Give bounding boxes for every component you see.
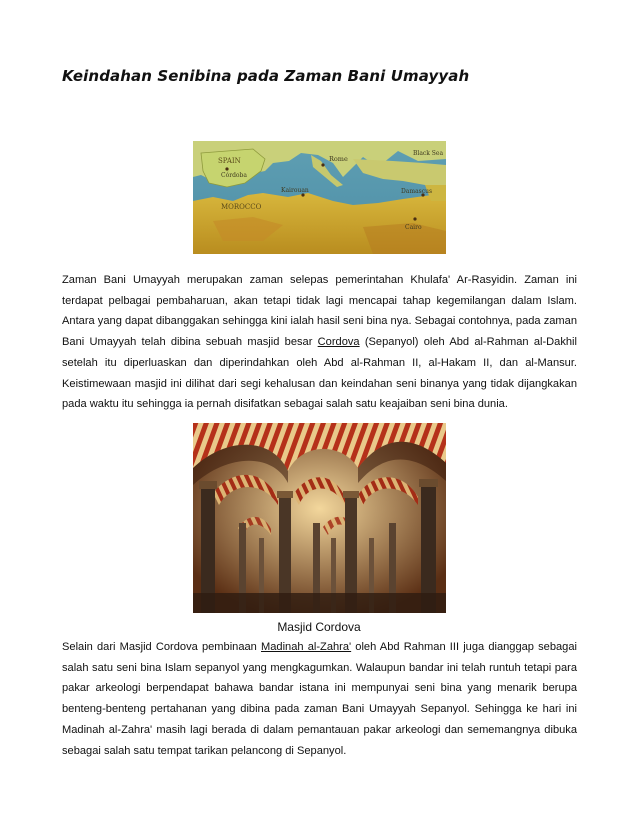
map-label-rome: Rome	[329, 155, 348, 163]
document-title: Keindahan Senibina pada Zaman Bani Umayyah	[62, 67, 470, 85]
paragraph-madinah-text-b: oleh Abd Rahman III juga dianggap sebagai salah satu seni bina Islam sepanyol yang mengkagumkan. Walaupun bandar ini telah runtuh tetapi para pakar arkeologi berpendapat bahawa bandar istana ini mempunyai seni bina yang menarik berupa benteng-benteng pertahanan yang dibina pada zaman Bani Umayyah Sepanyol. Sehingga ke hari ini Madinah al-Zahra' masih lagi berada di dalam pemantauan pakar arkeologi dan sememangnya dibuka sebagai salah satu tempat tarikan pelancong di Sepanyol.	[62, 641, 577, 757]
paragraph-intro	[62, 270, 577, 415]
mosque-photo	[193, 423, 446, 613]
paragraph-intro-text-b: (Sepanyol) oleh Abd al-Rahman al-Dakhil setelah itu diperluaskan dan diperindahkan oleh Abd al-Rahman II, al-Hakam II, dan al-Mansur. Keistimewaan masjid ini dilihat dari segi kehalusan dan keindahan seni binanya yang tidak dijangkakan pada waktu itu sehingga ia pernah disifatkan sebagai salah satu keajaiban seni bina dunia.	[62, 336, 577, 411]
photo-caption: Masjid Cordova	[277, 620, 361, 634]
map-image	[193, 141, 446, 254]
paragraph-intro-text-a: Zaman Bani Umayyah merupakan zaman selepas pemerintahan Khulafa' Ar-Rasyidin. Zaman ini terdapat pelbagai pembaharuan, akan tetapi tidak lagi mencapai tahap kegemilangan dalam Islam. Antara yang dapat dibanggakan sehingga kini ialah hasil seni bina nya. Sebagai contohnya, pada zaman Bani Umayyah telah dibina sebuah masjid besar	[62, 274, 577, 349]
paragraph-madinah-text-a: Selain dari Masjid Cordova pembinaan	[62, 641, 261, 653]
map-label-cairo: Cairo	[405, 224, 422, 231]
map-label-cordoba: Córdoba	[221, 172, 247, 179]
map-label-spain: SPAIN	[218, 157, 241, 165]
paragraph-madinah	[62, 637, 577, 761]
map-label-kairouan: Kairouan	[281, 187, 309, 194]
link-cordova[interactable]: Cordova	[317, 336, 360, 349]
map-label-black-sea: Black Sea	[413, 150, 444, 157]
map-label-morocco: MOROCCO	[221, 203, 262, 211]
map-label-damascus: Damascus	[401, 188, 433, 195]
link-madinah-al-zahra[interactable]: Madinah al-Zahra'	[261, 641, 352, 653]
